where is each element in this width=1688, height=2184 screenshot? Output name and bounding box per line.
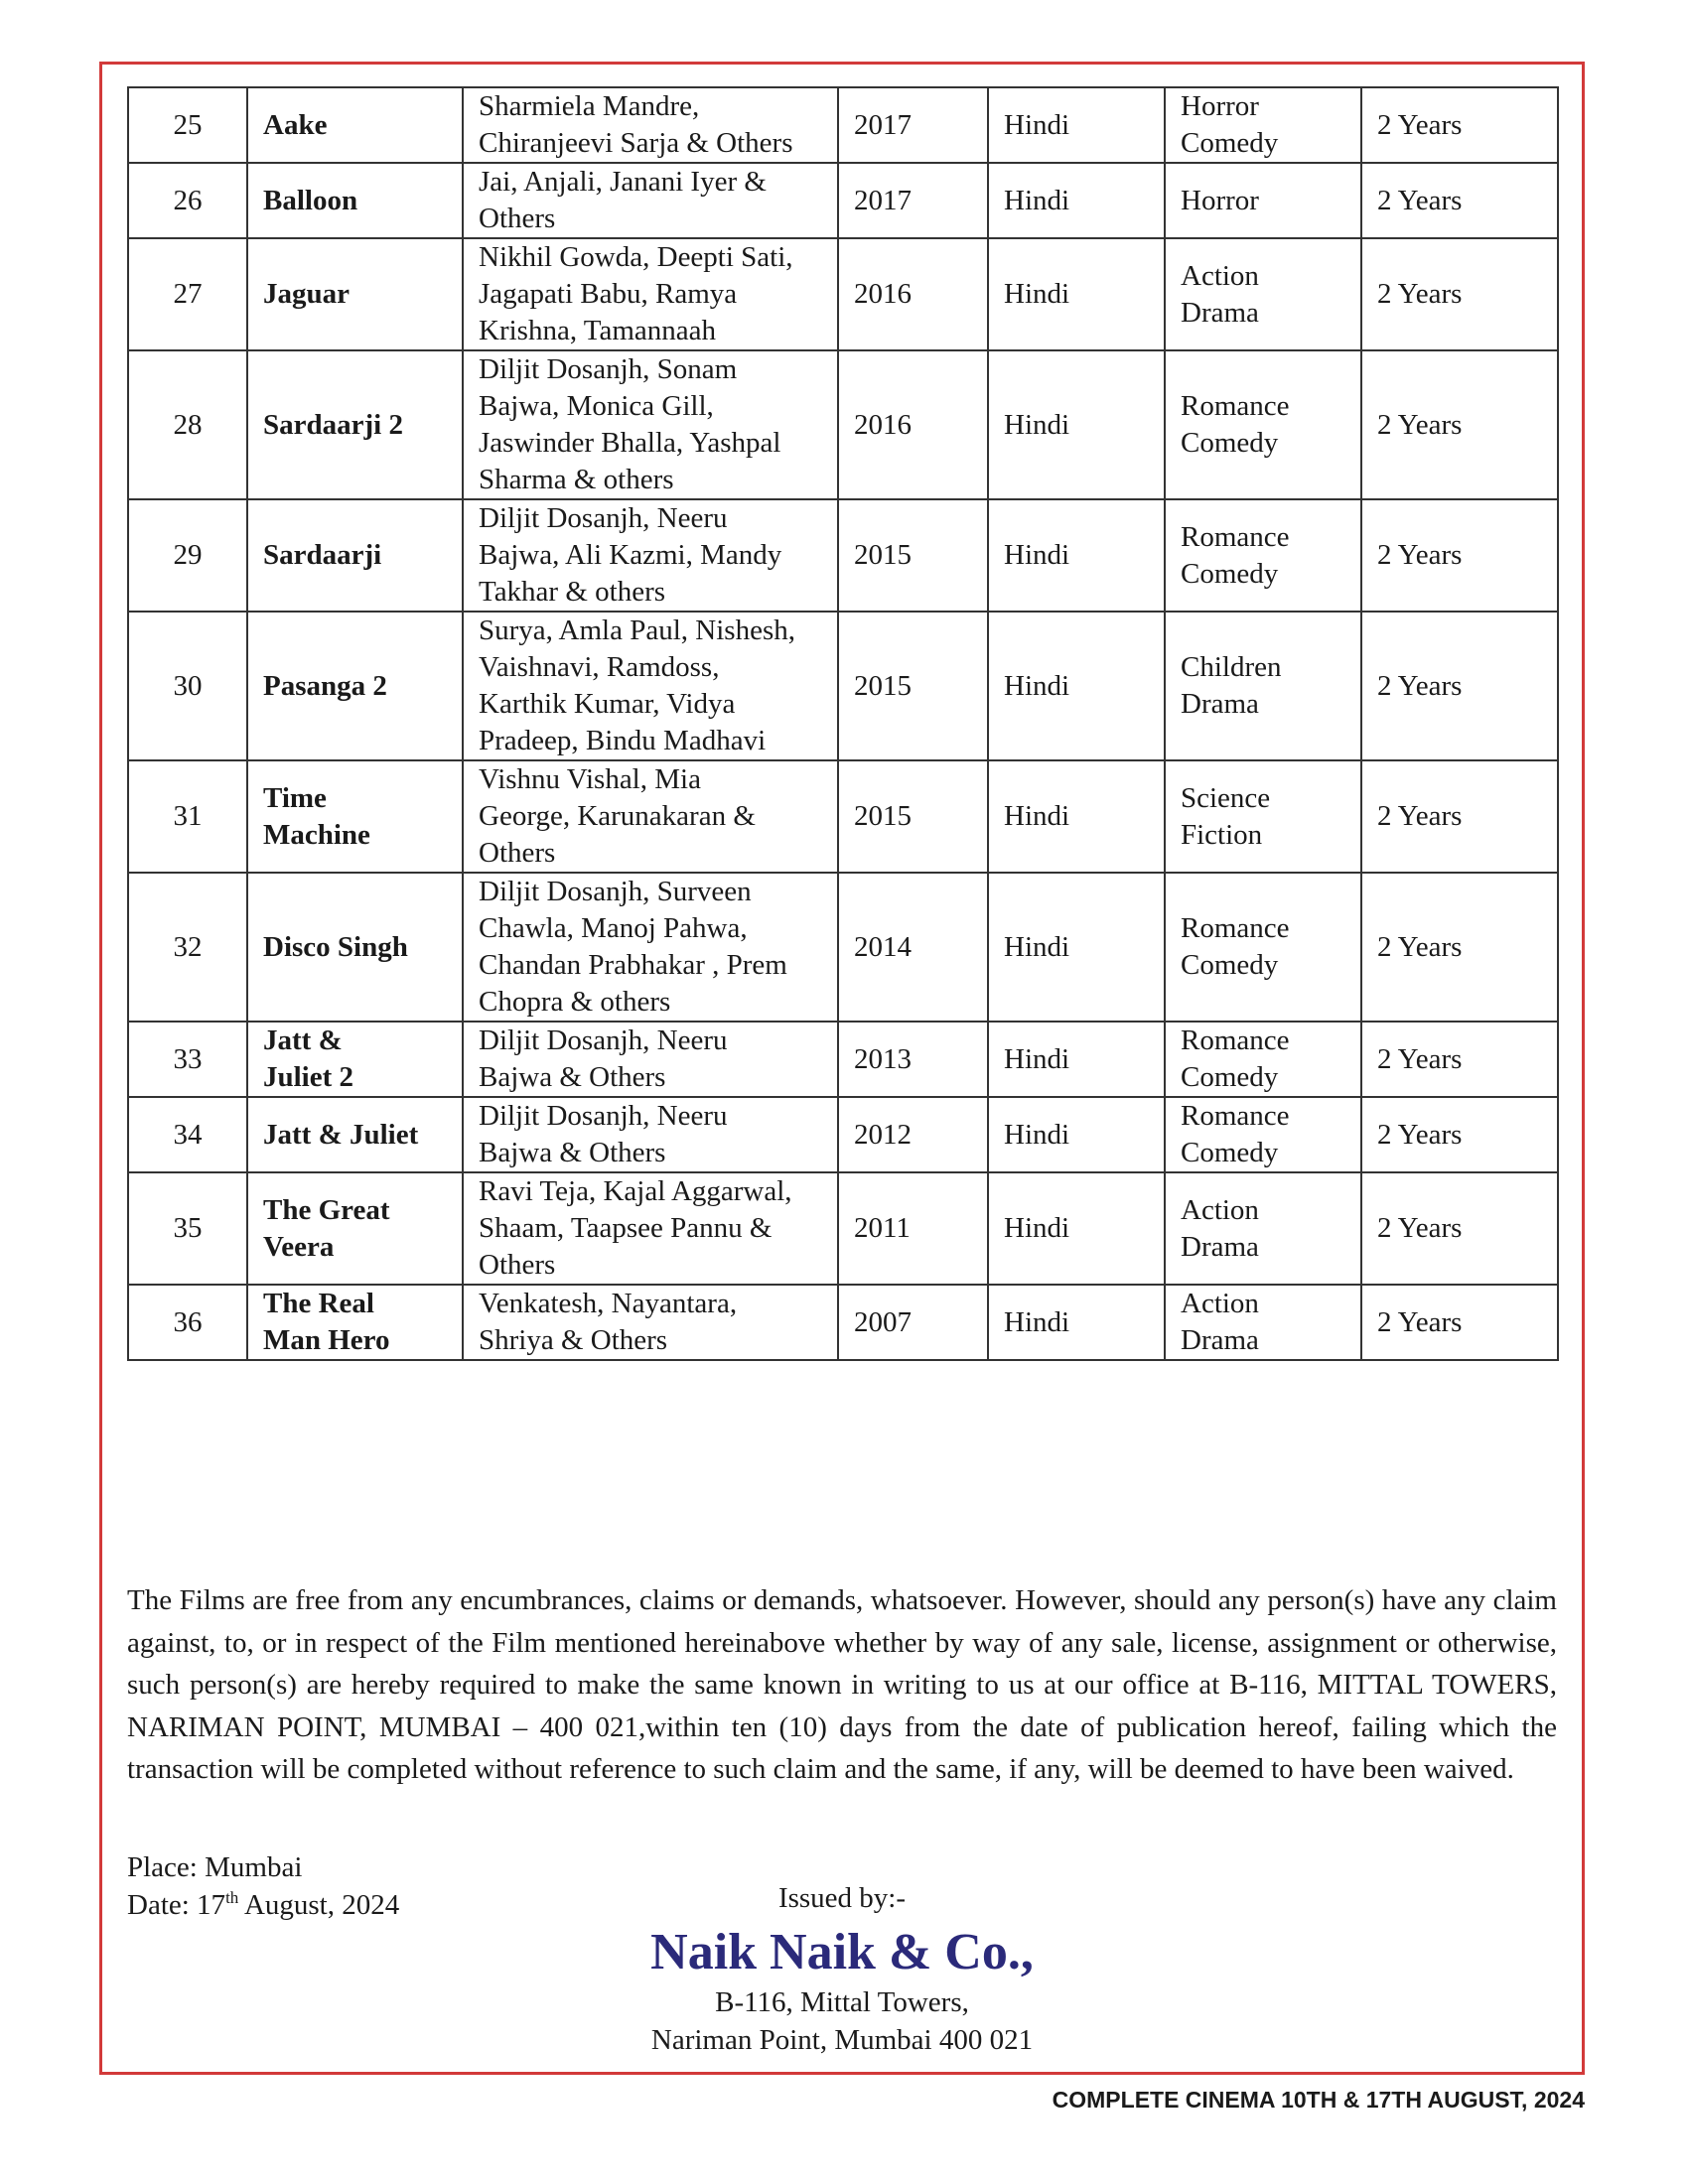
- cell-period: 2 Years: [1361, 873, 1558, 1022]
- cell-cast-line: Takhar & others: [479, 576, 666, 608]
- table-row: [128, 760, 1558, 873]
- cell-genre-line: Action: [1181, 259, 1259, 292]
- cell-language: Hindi: [988, 1172, 1165, 1285]
- cell-genre: [1165, 1097, 1361, 1172]
- table-row: [128, 499, 1558, 612]
- cell-language: Hindi: [988, 1285, 1165, 1360]
- cell-genre: [1165, 1285, 1361, 1360]
- cell-film-title: [247, 760, 463, 873]
- cell-film-title-line: Time: [263, 781, 327, 814]
- cell-genre: [1165, 87, 1361, 163]
- cell-year: 2015: [838, 760, 988, 873]
- date-prefix: Date: 17: [127, 1889, 226, 1921]
- cell-cast-line: Bajwa, Monica Gill,: [479, 390, 714, 422]
- cell-cast-line: Krishna, Tamannaah: [479, 315, 717, 346]
- cell-cast-line: Sharmiela Mandre,: [479, 90, 700, 122]
- cell-period: 2 Years: [1361, 499, 1558, 612]
- cell-film-title: [247, 1285, 463, 1360]
- cell-film-title-line: Aake: [263, 108, 328, 141]
- cell-serial-no: 26: [128, 163, 247, 238]
- cell-genre: [1165, 760, 1361, 873]
- cell-year: 2015: [838, 499, 988, 612]
- cell-film-title-line: The Real: [263, 1288, 374, 1319]
- films-table: [127, 86, 1559, 1361]
- cell-film-title-line: Balloon: [263, 184, 358, 216]
- cell-cast: [463, 163, 838, 238]
- cell-serial-no: 36: [128, 1285, 247, 1360]
- cell-genre-line: Horror: [1181, 184, 1259, 216]
- cell-cast-line: Ravi Teja, Kajal Aggarwal,: [479, 1175, 792, 1207]
- cell-genre-line: Comedy: [1181, 1061, 1279, 1093]
- firm-address-line2: Nariman Point, Mumbai 400 021: [650, 2024, 1034, 2056]
- cell-genre-line: Fiction: [1181, 818, 1263, 851]
- cell-film-title-line: Man Hero: [263, 1324, 390, 1356]
- cell-cast-line: Diljit Dosanjh, Neeru: [479, 1024, 728, 1056]
- cell-genre: [1165, 163, 1361, 238]
- cell-genre-line: Science: [1181, 781, 1271, 814]
- cell-language: Hindi: [988, 612, 1165, 760]
- cell-cast: [463, 1022, 838, 1097]
- table-row: [128, 1172, 1558, 1285]
- table-row: [128, 873, 1558, 1022]
- cell-period: 2 Years: [1361, 1097, 1558, 1172]
- cell-year: 2014: [838, 873, 988, 1022]
- cell-year: 2007: [838, 1285, 988, 1360]
- cell-cast: [463, 873, 838, 1022]
- cell-cast-line: Bajwa & Others: [479, 1061, 666, 1093]
- cell-cast-line: George, Karunakaran &: [479, 800, 756, 832]
- cell-language: Hindi: [988, 760, 1165, 873]
- cell-serial-no: 25: [128, 87, 247, 163]
- cell-genre-line: Drama: [1181, 688, 1259, 720]
- cell-genre: [1165, 1172, 1361, 1285]
- cell-serial-no: 28: [128, 350, 247, 499]
- cell-serial-no: 27: [128, 238, 247, 350]
- cell-language: Hindi: [988, 1022, 1165, 1097]
- cell-period: 2 Years: [1361, 238, 1558, 350]
- cell-film-title: [247, 1022, 463, 1097]
- firm-name: Naik Naik & Co.,: [650, 1924, 1034, 1980]
- cell-cast-line: Jaswinder Bhalla, Yashpal: [479, 427, 781, 459]
- cell-period: 2 Years: [1361, 350, 1558, 499]
- table-row: [128, 612, 1558, 760]
- cell-film-title-line: Jatt &: [263, 1024, 343, 1056]
- cell-film-title: [247, 612, 463, 760]
- cell-cast-line: Jai, Anjali, Janani Iyer &: [479, 166, 767, 198]
- cell-serial-no: 30: [128, 612, 247, 760]
- cell-film-title: [247, 1172, 463, 1285]
- cell-period: 2 Years: [1361, 1022, 1558, 1097]
- cell-film-title-line: Jaguar: [263, 278, 350, 310]
- cell-genre-line: Comedy: [1181, 1137, 1279, 1168]
- cell-film-title: [247, 163, 463, 238]
- table-row: [128, 1097, 1558, 1172]
- cell-cast-line: Chawla, Manoj Pahwa,: [479, 912, 748, 944]
- cell-period: 2 Years: [1361, 1285, 1558, 1360]
- cell-genre-line: Drama: [1181, 1230, 1259, 1263]
- cell-genre: [1165, 350, 1361, 499]
- cell-cast-line: Others: [479, 1249, 556, 1281]
- films-table-body: [128, 87, 1558, 1360]
- cell-cast-line: Chiranjeevi Sarja & Others: [479, 127, 793, 159]
- cell-cast-line: Sharma & others: [479, 464, 674, 495]
- cell-cast: [463, 612, 838, 760]
- cell-period: 2 Years: [1361, 87, 1558, 163]
- cell-cast-line: Bajwa & Others: [479, 1137, 666, 1168]
- publication-footer: COMPLETE CINEMA 10TH & 17TH AUGUST, 2024: [1052, 2087, 1585, 2113]
- cell-film-title-line: Disco Singh: [263, 930, 408, 963]
- cell-film-title-line: Machine: [263, 818, 370, 851]
- cell-cast-line: Diljit Dosanjh, Neeru: [479, 1100, 728, 1132]
- cell-language: Hindi: [988, 1097, 1165, 1172]
- cell-genre-line: Action: [1181, 1288, 1259, 1319]
- cell-film-title-line: Juliet 2: [263, 1061, 354, 1093]
- cell-film-title-line: Veera: [263, 1230, 335, 1263]
- cell-year: 2011: [838, 1172, 988, 1285]
- cell-genre: [1165, 499, 1361, 612]
- cell-film-title-line: Jatt & Juliet: [263, 1118, 419, 1151]
- cell-language: Hindi: [988, 238, 1165, 350]
- cell-cast-line: Pradeep, Bindu Madhavi: [479, 725, 767, 756]
- cell-cast: [463, 1097, 838, 1172]
- cell-serial-no: 32: [128, 873, 247, 1022]
- cell-genre-line: Romance: [1181, 390, 1290, 422]
- cell-film-title: [247, 1097, 463, 1172]
- cell-genre-line: Horror: [1181, 90, 1259, 122]
- cell-cast-line: Diljit Dosanjh, Sonam: [479, 353, 738, 385]
- cell-film-title: [247, 87, 463, 163]
- cell-year: 2016: [838, 238, 988, 350]
- cell-film-title: [247, 238, 463, 350]
- cell-cast-line: Diljit Dosanjh, Surveen: [479, 876, 752, 907]
- cell-period: 2 Years: [1361, 1172, 1558, 1285]
- cell-film-title: [247, 873, 463, 1022]
- cell-year: 2016: [838, 350, 988, 499]
- cell-cast: [463, 499, 838, 612]
- date-line: [127, 1886, 399, 1924]
- place-line: Place: Mumbai: [127, 1851, 303, 1883]
- table-row: [128, 350, 1558, 499]
- cell-film-title: [247, 499, 463, 612]
- cell-cast-line: Vishnu Vishal, Mia: [479, 763, 701, 795]
- cell-cast: [463, 760, 838, 873]
- cell-genre: [1165, 1022, 1361, 1097]
- cell-genre: [1165, 238, 1361, 350]
- cell-cast: [463, 1285, 838, 1360]
- cell-cast: [463, 1172, 838, 1285]
- cell-year: 2017: [838, 87, 988, 163]
- cell-cast: [463, 238, 838, 350]
- cell-cast-line: Venkatesh, Nayantara,: [479, 1288, 738, 1319]
- cell-film-title-line: Sardaarji: [263, 539, 382, 571]
- cell-genre-line: Drama: [1181, 296, 1259, 329]
- cell-language: Hindi: [988, 163, 1165, 238]
- cell-cast-line: Others: [479, 837, 556, 869]
- cell-language: Hindi: [988, 350, 1165, 499]
- cell-film-title: [247, 350, 463, 499]
- firm-address-line1: B-116, Mittal Towers,: [715, 1986, 969, 2018]
- cell-serial-no: 35: [128, 1172, 247, 1285]
- issued-by-label: Issued by:-: [777, 1882, 907, 1914]
- cell-film-title-line: Sardaarji 2: [263, 408, 403, 441]
- cell-genre: [1165, 873, 1361, 1022]
- cell-cast-line: Karthik Kumar, Vidya: [479, 688, 736, 720]
- date-ordinal: th: [225, 1888, 239, 1907]
- cell-serial-no: 34: [128, 1097, 247, 1172]
- notice-paragraph: The Films are free from any encumbrances, claims or demands, whatsoever. However, should any person(s) have any claim against, to, or in respect of the Film mentioned hereinabove whether by way of any sale, license, assignment or otherwise, such person(s) are hereby required to make the same known in writing to us at our office at B-116, MITTAL TOWERS, NARIMAN POINT, MUMBAI – 400 021,within ten (10) days from the date of publication hereof, failing which the transaction will be completed without reference to such claim and the same, if any, will be deemed to have been waived.: [127, 1584, 1557, 1785]
- cell-year: 2012: [838, 1097, 988, 1172]
- cell-cast-line: Others: [479, 203, 556, 234]
- cell-genre-line: Children: [1181, 651, 1282, 683]
- cell-genre-line: Comedy: [1181, 127, 1279, 159]
- date-rest: August, 2024: [238, 1889, 400, 1921]
- cell-cast-line: Shaam, Taapsee Pannu &: [479, 1212, 773, 1244]
- cell-cast-line: Chandan Prabhakar , Prem: [479, 949, 787, 981]
- table-row: [128, 87, 1558, 163]
- cell-genre-line: Comedy: [1181, 949, 1279, 981]
- cell-genre-line: Romance: [1181, 520, 1290, 553]
- cell-genre-line: Romance: [1181, 1100, 1290, 1132]
- cell-serial-no: 31: [128, 760, 247, 873]
- cell-period: 2 Years: [1361, 612, 1558, 760]
- cell-film-title-line: Pasanga 2: [263, 669, 387, 702]
- cell-language: Hindi: [988, 873, 1165, 1022]
- cell-genre-line: Romance: [1181, 1024, 1290, 1056]
- cell-language: Hindi: [988, 87, 1165, 163]
- cell-genre-line: Comedy: [1181, 557, 1279, 590]
- cell-cast-line: Jagapati Babu, Ramya: [479, 278, 738, 310]
- cell-genre-line: Drama: [1181, 1324, 1259, 1356]
- cell-cast-line: Bajwa, Ali Kazmi, Mandy: [479, 539, 782, 571]
- cell-genre: [1165, 612, 1361, 760]
- cell-year: 2015: [838, 612, 988, 760]
- table-row: [128, 163, 1558, 238]
- table-row: [128, 1285, 1558, 1360]
- table-row: [128, 238, 1558, 350]
- cell-genre-line: Comedy: [1181, 427, 1279, 459]
- cell-genre-line: Action: [1181, 1193, 1259, 1226]
- cell-period: 2 Years: [1361, 163, 1558, 238]
- cell-year: 2013: [838, 1022, 988, 1097]
- cell-year: 2017: [838, 163, 988, 238]
- cell-genre-line: Romance: [1181, 912, 1290, 944]
- cell-cast: [463, 87, 838, 163]
- cell-cast-line: Vaishnavi, Ramdoss,: [479, 651, 720, 683]
- cell-film-title-line: The Great: [263, 1193, 390, 1226]
- table-row: [128, 1022, 1558, 1097]
- cell-serial-no: 29: [128, 499, 247, 612]
- cell-cast-line: Diljit Dosanjh, Neeru: [479, 502, 728, 534]
- cell-cast-line: Nikhil Gowda, Deepti Sati,: [479, 241, 793, 273]
- cell-language: Hindi: [988, 499, 1165, 612]
- cell-period: 2 Years: [1361, 760, 1558, 873]
- cell-cast-line: Surya, Amla Paul, Nishesh,: [479, 614, 795, 646]
- cell-cast-line: Shriya & Others: [479, 1324, 668, 1356]
- cell-serial-no: 33: [128, 1022, 247, 1097]
- cell-cast-line: Chopra & others: [479, 986, 671, 1018]
- cell-cast: [463, 350, 838, 499]
